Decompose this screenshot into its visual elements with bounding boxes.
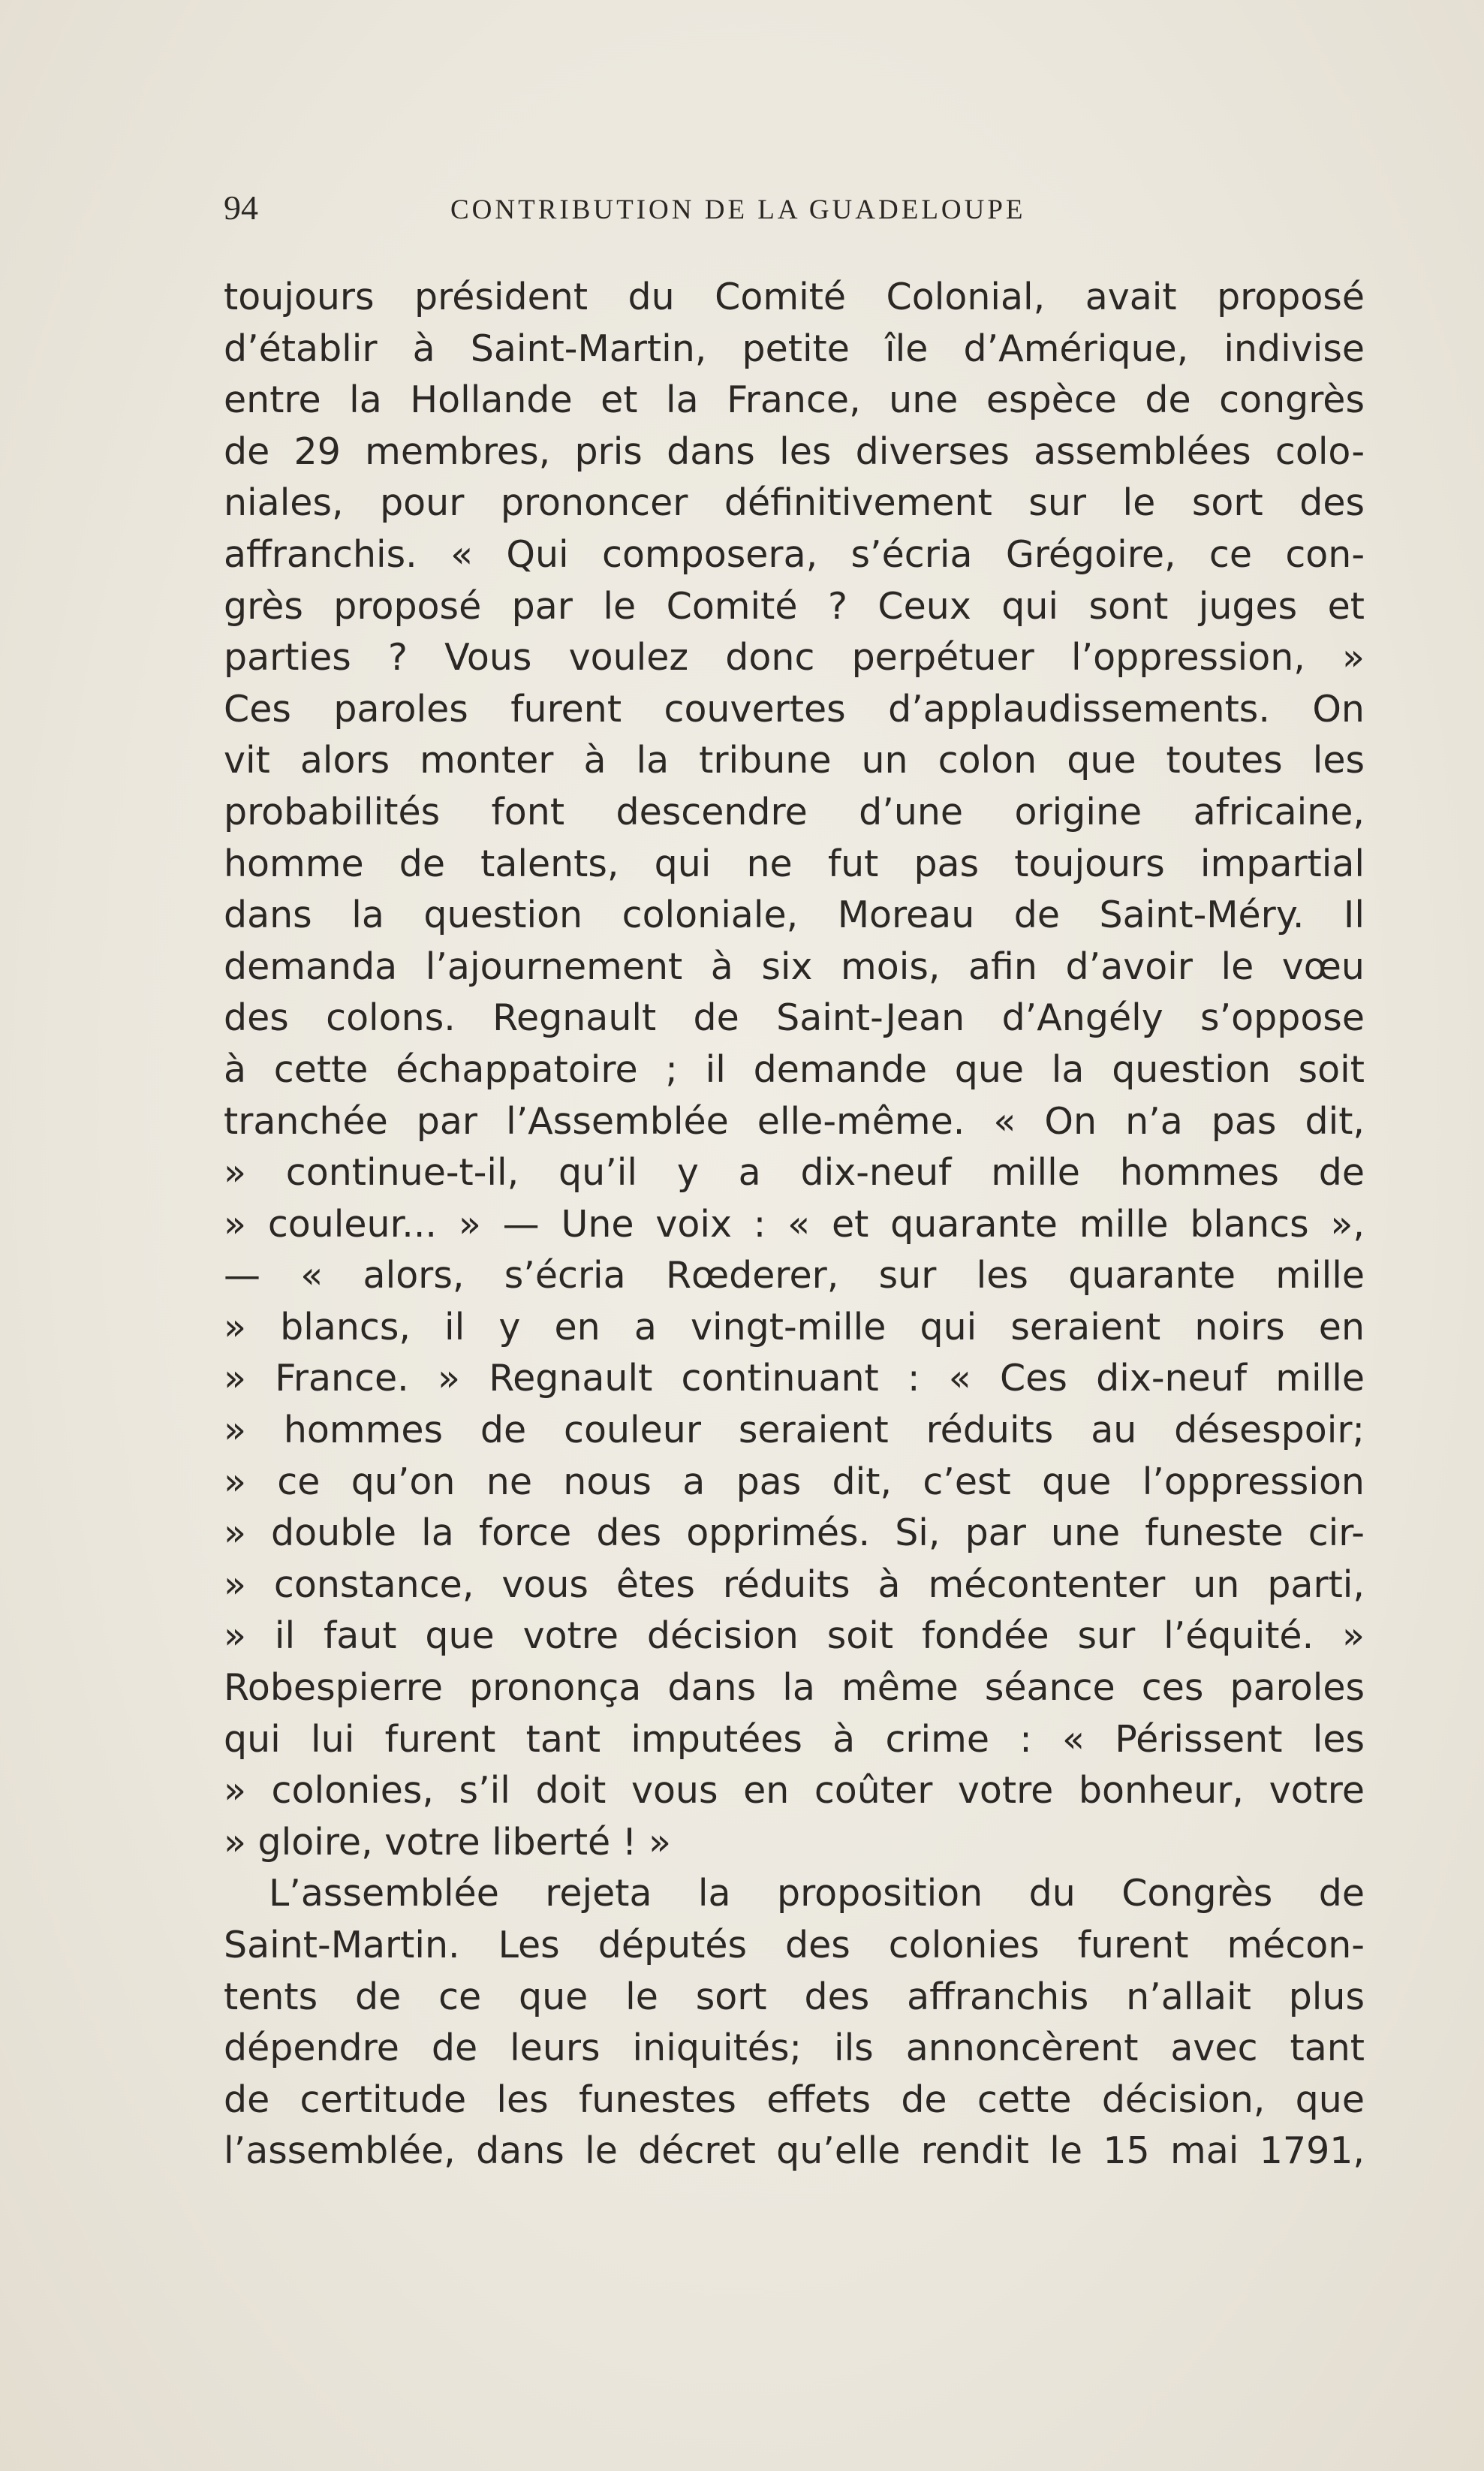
text-line: toujours président du Comité Colonial, avait proposé <box>224 276 1365 318</box>
text-line: Ces paroles furent couvertes d’applaudissements. On <box>224 687 1365 731</box>
text-line: » hommes de couleur seraient réduits au désespoir; <box>224 1409 1365 1452</box>
text-line: vit alors monter à la tribune un colon que toutes les <box>224 739 1365 782</box>
text-line: à cette échappatoire ; il demande que la question soit <box>224 1047 1365 1091</box>
text-line: Robespierre prononça dans la même séance ces paroles <box>224 1666 1365 1710</box>
text-line: entre la Hollande et la France, une espèce de congrès <box>224 378 1365 422</box>
text-line: grès proposé par le Comité ? Ceux qui sont juges et <box>224 584 1365 628</box>
text-line: parties ? Vous voulez donc perpétuer l’oppression, » <box>224 636 1365 680</box>
text-line: dépendre de leurs iniquités; ils annoncèrent avec tant <box>224 2027 1365 2070</box>
body-text <box>224 272 1365 2177</box>
page-number: 94 <box>224 188 258 227</box>
text-line: qui lui furent tant imputées à crime : « Périssent les <box>224 1717 1365 1761</box>
text-line: d’établir à Saint-Martin, petite île d’Amérique, indivise <box>224 327 1365 370</box>
text-line: » double la force des opprimés. Si, par une funeste cir- <box>224 1511 1365 1555</box>
text-line: l’assemblée, dans le décret qu’elle rendit le 15 mai 1791, <box>224 2129 1365 2173</box>
text-line: » colonies, s’il doit vous en coûter votre bonheur, votre <box>224 1769 1365 1813</box>
text-line: tranchée par l’Assemblée elle-même. « On n’a pas dit, <box>224 1099 1365 1143</box>
text-line: dans la question coloniale, Moreau de Saint-Méry. Il <box>224 893 1365 937</box>
text-line: des colons. Regnault de Saint-Jean d’Angély s’oppose <box>224 996 1365 1040</box>
text-line: demanda l’ajournement à six mois, afin d’avoir le vœu <box>224 945 1365 988</box>
text-line: — « alors, s’écria Rœderer, sur les quarante mille <box>224 1254 1365 1297</box>
text-line: probabilités font descendre d’une origine africaine, <box>224 790 1365 833</box>
running-head: CONTRIBUTION DE LA GUADELOUPE <box>450 194 1026 225</box>
text-line: affranchis. « Qui composera, s’écria Grégoire, ce con- <box>224 532 1365 576</box>
text-line: de certitude les funestes effets de cette décision, que <box>224 2078 1365 2121</box>
text-line: tents de ce que le sort des affranchis n’allait plus <box>224 1975 1365 2018</box>
text-line: Saint-Martin. Les députés des colonies furent mécon- <box>224 1924 1365 1966</box>
text-line: » continue-t-il, qu’il y a dix-neuf mille hommes de <box>224 1151 1365 1195</box>
text-line: » gloire, votre liberté ! » <box>224 1820 671 1864</box>
text-line: homme de talents, qui ne fut pas toujours impartial <box>224 842 1365 885</box>
text-line: niales, pour prononcer définitivement sur le sort des <box>224 481 1365 525</box>
text-line: » blancs, il y en a vingt-mille qui seraient noirs en <box>224 1305 1365 1349</box>
text-line: de 29 membres, pris dans les diverses assemblées colo- <box>224 429 1365 473</box>
text-line: » il faut que votre décision soit fondée sur l’équité. » <box>224 1614 1365 1658</box>
text-line: » ce qu’on ne nous a pas dit, c’est que l’oppression <box>224 1460 1365 1503</box>
text-line: L’assemblée rejeta la proposition du Congrès de <box>269 1872 1365 1915</box>
text-line: » France. » Regnault continuant : « Ces dix-neuf mille <box>224 1357 1365 1400</box>
page-header <box>224 188 1365 240</box>
text-line: » constance, vous êtes réduits à mécontenter un parti, <box>224 1562 1365 1606</box>
text-line: » couleur... » — Une voix : « et quarante mille blancs », <box>224 1202 1365 1246</box>
